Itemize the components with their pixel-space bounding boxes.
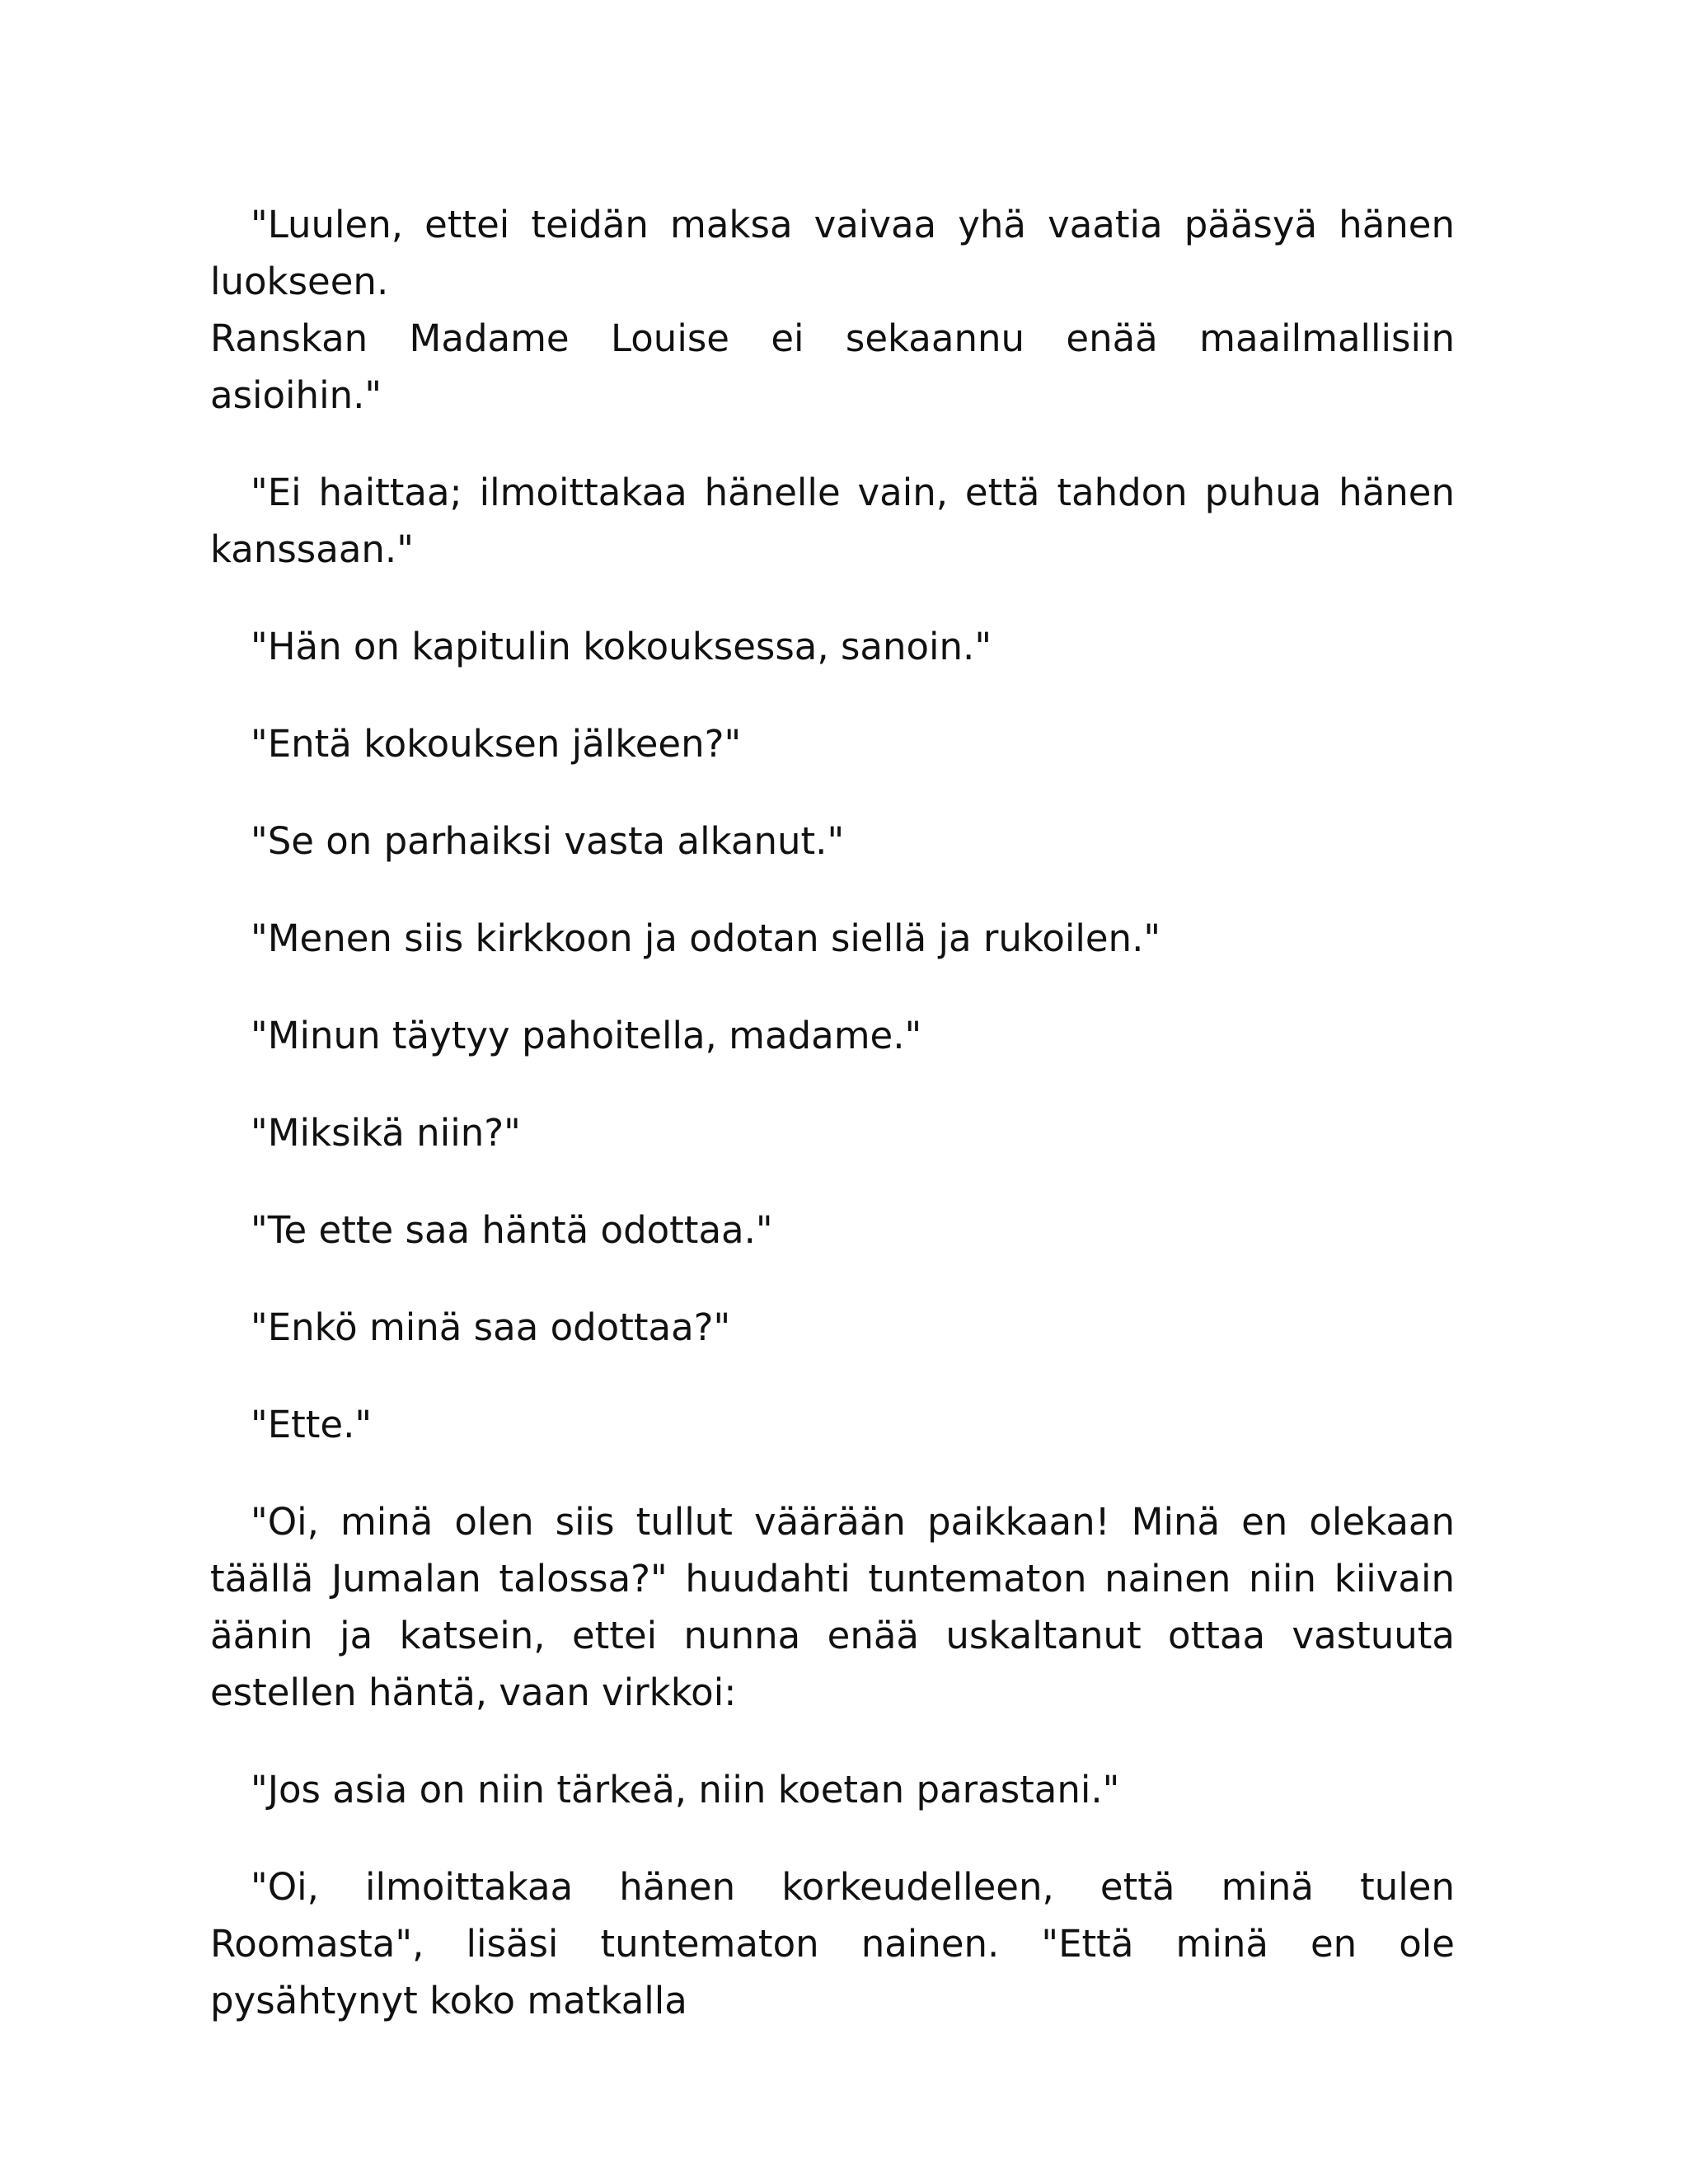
paragraph-12: "Oi, minä olen siis tullut väärään paikkaan! Minä en olekaan täällä Jumalan talossa?" huudahti tuntematon nainen niin kiivain äänin ja katsein, ettei nunna enää uskaltanut ottaa vastuuta estellen häntä, vaan virkkoi: — [210, 1500, 1455, 1714]
paragraph-8: "Miksikä niin?" — [251, 1111, 521, 1155]
paragraph-1-continuation: Ranskan Madame Louise ei sekaannu enää maailmallisiin asioihin." — [210, 316, 1455, 417]
paragraph-3: "Hän on kapitulin kokouksessa, sanoin." — [251, 625, 992, 668]
paragraph-9: "Te ette saa häntä odottaa." — [251, 1208, 773, 1252]
paragraph-10: "Enkö minä saa odottaa?" — [251, 1305, 731, 1349]
paragraph-4: "Entä kokouksen jälkeen?" — [251, 722, 742, 766]
paragraph-7: "Minun täytyy pahoitella, madame." — [251, 1014, 922, 1057]
paragraph-14: "Oi, ilmoittakaa hänen korkeudelleen, että minä tulen Roomasta", lisäsi tuntematon nainen. "Että minä en ole pysähtynyt koko matkalla — [210, 1865, 1455, 2022]
paragraph-2: "Ei haittaa; ilmoittakaa hänelle vain, että tahdon puhua hänen kanssaan." — [210, 471, 1455, 571]
paragraph-13: "Jos asia on niin tärkeä, niin koetan parastani." — [251, 1768, 1120, 1811]
paragraph-1 — [210, 196, 1455, 424]
paragraph-1-text: "Luulen, ettei teidän maksa vaivaa yhä vaatia pääsyä hänen luokseen. — [210, 203, 1455, 303]
document-page — [210, 196, 1455, 2029]
paragraph-11: "Ette." — [251, 1403, 373, 1446]
paragraph-5: "Se on parhaiksi vasta alkanut." — [251, 819, 845, 863]
paragraph-6: "Menen siis kirkkoon ja odotan siellä ja rukoilen." — [251, 916, 1161, 960]
